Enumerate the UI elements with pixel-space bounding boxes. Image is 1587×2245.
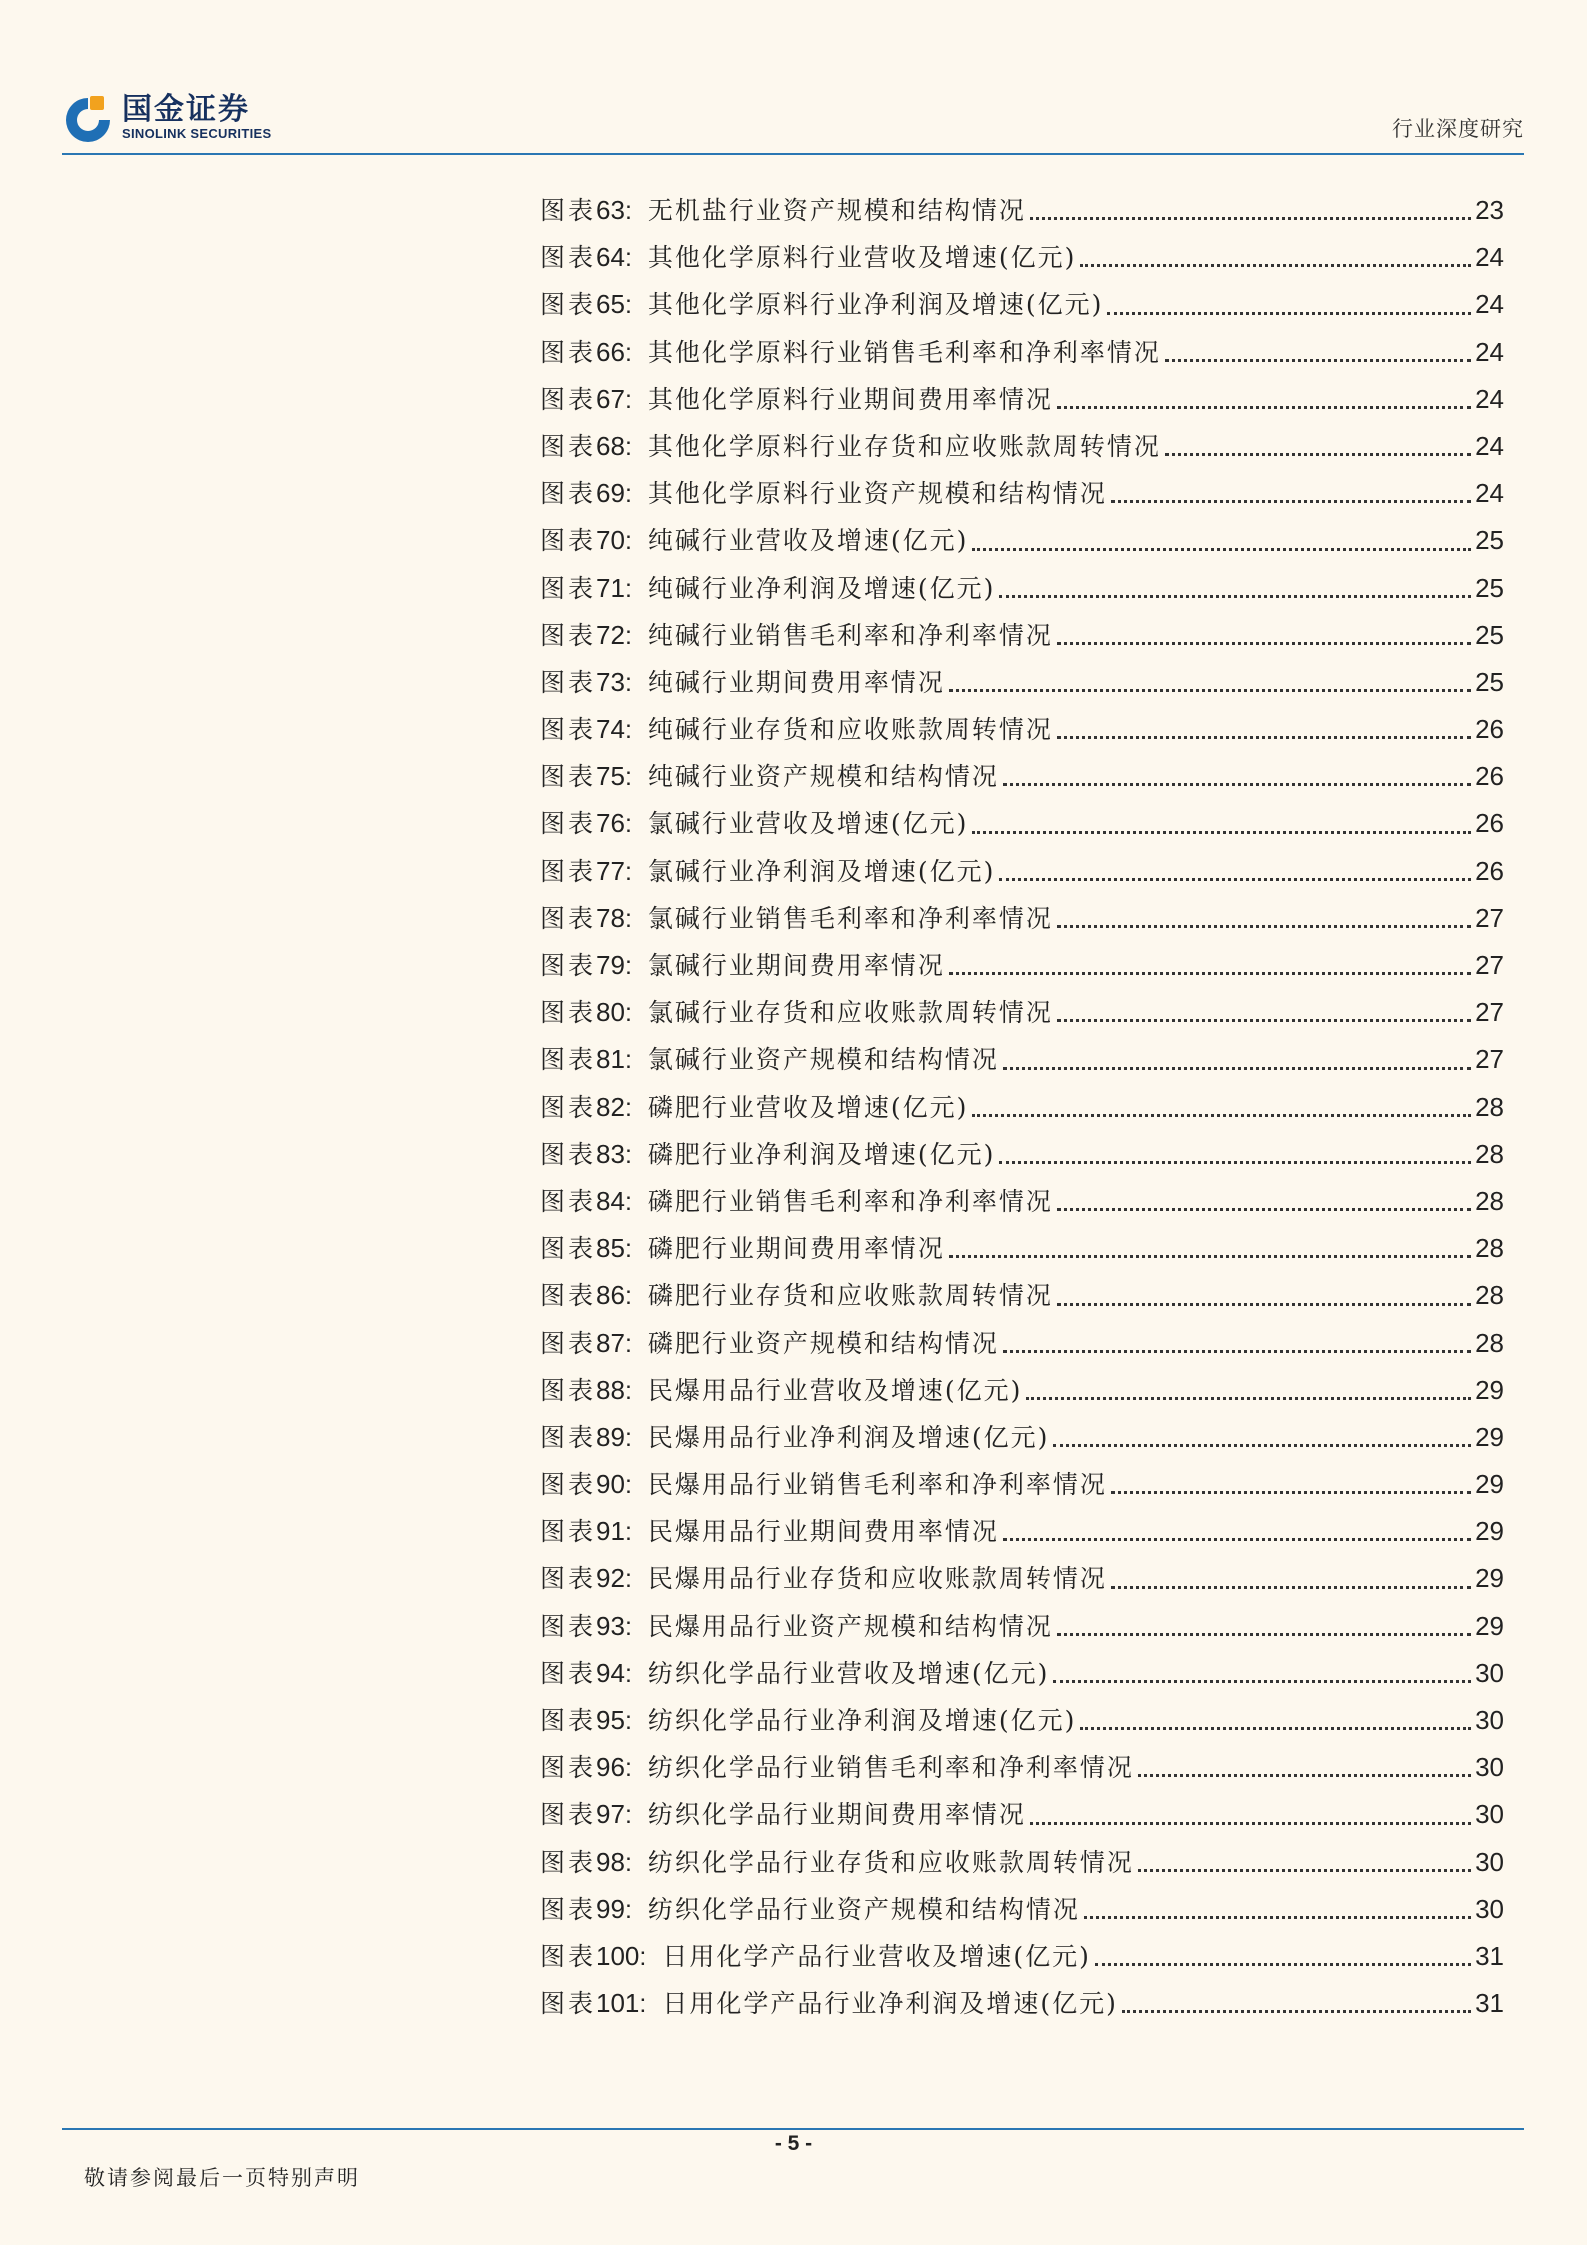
toc-dot-leader — [1003, 1065, 1471, 1070]
toc-entry-prefix: 图表 — [540, 1847, 597, 1877]
toc-entry[interactable] — [540, 234, 1504, 281]
toc-entry-prefix: 图表 — [540, 1045, 597, 1075]
toc-entry-colon: : — [624, 1329, 632, 1358]
toc-entry[interactable] — [540, 1697, 1504, 1744]
toc-entry-title: 其他化学原料行业资产规模和结构情况 — [647, 479, 1107, 509]
sinolink-logo-icon — [62, 92, 114, 144]
toc-entry-title: 氯碱行业期间费用率情况 — [647, 951, 945, 980]
toc-entry[interactable] — [540, 1933, 1504, 1980]
toc-entry[interactable] — [540, 1839, 1504, 1886]
toc-entry-colon: : — [624, 527, 632, 556]
toc-entry[interactable] — [540, 376, 1504, 423]
toc-entry-colon: : — [624, 716, 632, 745]
toc-entry-page: 29 — [1475, 1516, 1504, 1547]
toc-entry-number: 83 — [596, 1138, 625, 1169]
toc-entry-page: 29 — [1475, 1610, 1504, 1641]
toc-entry-title: 氯碱行业净利润及增速(亿元) — [647, 856, 996, 886]
toc-entry-page: 24 — [1475, 336, 1504, 367]
toc-entry-number: 89 — [596, 1421, 625, 1452]
toc-entry-page: 28 — [1475, 1327, 1504, 1358]
toc-entry-prefix: 图表 — [540, 1422, 597, 1452]
toc-entry-page: 26 — [1475, 714, 1504, 745]
toc-entry-page: 30 — [1475, 1705, 1504, 1735]
toc-entry-page: 24 — [1475, 242, 1504, 273]
toc-entry-page: 30 — [1475, 1657, 1504, 1688]
toc-entry-page: 31 — [1475, 1940, 1504, 1971]
toc-entry[interactable] — [540, 753, 1504, 800]
toc-entry[interactable] — [540, 1603, 1504, 1650]
toc-entry[interactable] — [540, 1414, 1504, 1461]
toc-entry-page: 26 — [1475, 761, 1504, 792]
toc-dot-leader — [1057, 1631, 1471, 1636]
toc-entry[interactable] — [540, 423, 1504, 470]
toc-entry-page: 28 — [1475, 1138, 1504, 1169]
toc-entry[interactable] — [540, 895, 1504, 942]
figure-table-of-contents — [540, 187, 1504, 2027]
toc-entry-title: 民爆用品行业净利润及增速(亿元) — [647, 1422, 1050, 1452]
toc-entry-number: 63 — [596, 195, 625, 225]
toc-dot-leader — [1122, 2008, 1471, 2013]
toc-entry-page: 25 — [1475, 572, 1504, 603]
toc-entry[interactable] — [540, 1272, 1504, 1319]
toc-entry-prefix: 图表 — [540, 715, 597, 745]
toc-entry[interactable] — [540, 187, 1504, 234]
toc-entry[interactable] — [540, 706, 1504, 753]
toc-entry-title: 民爆用品行业销售毛利率和净利率情况 — [647, 1470, 1107, 1500]
toc-entry-page: 28 — [1475, 1280, 1504, 1311]
toc-entry-colon: : — [639, 1942, 647, 1971]
toc-entry-title: 其他化学原料行业存货和应收账款周转情况 — [647, 431, 1161, 461]
toc-entry-prefix: 图表 — [540, 1989, 597, 2019]
toc-entry-prefix: 图表 — [540, 1800, 597, 1830]
toc-entry-number: 68 — [596, 430, 625, 461]
toc-entry-title: 磷肥行业销售毛利率和净利率情况 — [647, 1186, 1053, 1216]
toc-entry-page: 27 — [1475, 950, 1504, 980]
toc-entry-page: 26 — [1475, 808, 1504, 839]
toc-dot-leader — [1053, 1678, 1471, 1683]
toc-dot-leader — [1026, 1395, 1471, 1400]
toc-entry-title: 其他化学原料行业销售毛利率和净利率情况 — [647, 337, 1161, 367]
toc-entry-title: 民爆用品行业期间费用率情况 — [647, 1517, 999, 1547]
toc-entry-number: 95 — [596, 1705, 625, 1735]
toc-entry-colon: : — [624, 1612, 632, 1641]
toc-entry-title: 纯碱行业期间费用率情况 — [647, 667, 945, 697]
toc-entry-title: 纯碱行业净利润及增速(亿元) — [647, 573, 996, 603]
toc-entry-title: 磷肥行业资产规模和结构情况 — [647, 1328, 999, 1358]
toc-dot-leader — [972, 546, 1471, 551]
toc-entry-colon: : — [624, 1707, 632, 1735]
toc-entry-colon: : — [624, 1518, 632, 1547]
toc-entry-page: 29 — [1475, 1469, 1504, 1500]
toc-dot-leader — [1003, 1348, 1471, 1353]
toc-entry-title: 纯碱行业营收及增速(亿元) — [647, 526, 969, 556]
toc-entry-number: 77 — [596, 855, 625, 886]
toc-entry-title: 民爆用品行业资产规模和结构情况 — [647, 1611, 1053, 1641]
toc-entry-title: 民爆用品行业营收及增速(亿元) — [647, 1375, 1023, 1405]
toc-dot-leader — [1003, 781, 1471, 786]
toc-entry-prefix: 图表 — [540, 1186, 597, 1216]
toc-entry-colon: : — [624, 1754, 632, 1783]
toc-entry-number: 64 — [596, 242, 625, 273]
toc-entry-prefix: 图表 — [540, 856, 597, 886]
toc-entry-title: 磷肥行业净利润及增速(亿元) — [647, 1139, 996, 1169]
toc-dot-leader — [1057, 923, 1471, 928]
toc-entry-title: 其他化学原料行业净利润及增速(亿元) — [647, 290, 1104, 320]
toc-entry-colon: : — [624, 1565, 632, 1594]
toc-dot-leader — [972, 829, 1471, 834]
toc-entry[interactable] — [540, 1555, 1504, 1602]
brand-name-en: SINOLINK SECURITIES — [122, 126, 272, 141]
toc-entry[interactable] — [540, 659, 1504, 706]
toc-dot-leader — [1030, 1820, 1471, 1825]
toc-entry-title: 其他化学原料行业期间费用率情况 — [647, 384, 1053, 414]
toc-entry-colon: : — [624, 1187, 632, 1216]
report-type-label: 行业深度研究 — [1392, 117, 1524, 141]
toc-entry-prefix: 图表 — [540, 431, 597, 461]
toc-entry-colon: : — [639, 1990, 647, 2019]
toc-dot-leader — [972, 1112, 1471, 1117]
toc-entry-page: 26 — [1475, 855, 1504, 886]
toc-entry-colon: : — [624, 1046, 632, 1075]
toc-entry-page: 27 — [1475, 997, 1504, 1028]
toc-entry-page: 23 — [1475, 195, 1504, 225]
toc-entry-prefix: 图表 — [540, 1611, 597, 1641]
toc-dot-leader — [949, 687, 1471, 692]
toc-entry[interactable] — [540, 848, 1504, 895]
toc-entry-colon: : — [624, 1848, 632, 1877]
toc-entry-title: 磷肥行业存货和应收账款周转情况 — [647, 1281, 1053, 1311]
toc-entry-title: 纺织化学品行业销售毛利率和净利率情况 — [647, 1753, 1134, 1783]
toc-entry-page: 30 — [1475, 1846, 1504, 1877]
toc-entry-prefix: 图表 — [540, 526, 597, 556]
toc-entry-number: 84 — [596, 1185, 625, 1216]
toc-dot-leader — [1111, 1584, 1471, 1589]
toc-entry-prefix: 图表 — [540, 1139, 597, 1169]
toc-entry-page: 29 — [1475, 1374, 1504, 1405]
toc-entry-colon: : — [624, 1093, 632, 1122]
toc-entry-number: 74 — [596, 714, 625, 745]
toc-entry-colon: : — [624, 574, 632, 603]
toc-entry-number: 92 — [596, 1563, 625, 1594]
toc-entry-colon: : — [624, 763, 632, 792]
toc-entry[interactable] — [540, 1650, 1504, 1697]
toc-entry-colon: : — [624, 291, 632, 320]
toc-entry-number: 66 — [596, 336, 625, 367]
footer-divider — [62, 2128, 1524, 2130]
toc-entry-title: 磷肥行业营收及增速(亿元) — [647, 1092, 969, 1122]
toc-dot-leader — [999, 1159, 1471, 1164]
toc-entry-number: 78 — [596, 902, 625, 933]
toc-entry-page: 25 — [1475, 525, 1504, 556]
toc-dot-leader — [999, 593, 1471, 598]
toc-entry-number: 86 — [596, 1280, 625, 1311]
toc-entry-title: 日用化学产品行业营收及增速(亿元) — [662, 1941, 1091, 1971]
disclaimer-notice: 敬请参阅最后一页特别声明 — [84, 2166, 360, 2190]
toc-dot-leader — [1095, 1961, 1471, 1966]
toc-entry-title: 纯碱行业资产规模和结构情况 — [647, 762, 999, 792]
toc-entry-number: 85 — [596, 1233, 625, 1264]
toc-entry[interactable] — [540, 1744, 1504, 1791]
toc-entry-colon: : — [624, 432, 632, 461]
toc-entry-title: 其他化学原料行业营收及增速(亿元) — [647, 243, 1077, 273]
toc-dot-leader — [1111, 498, 1471, 503]
toc-dot-leader — [999, 876, 1471, 881]
toc-entry-colon: : — [624, 197, 632, 225]
toc-entry-prefix: 图表 — [540, 620, 597, 650]
toc-entry-number: 99 — [596, 1893, 625, 1924]
toc-entry-colon: : — [624, 1471, 632, 1500]
toc-entry-colon: : — [624, 904, 632, 933]
toc-entry-prefix: 图表 — [540, 998, 597, 1028]
toc-entry-prefix: 图表 — [540, 573, 597, 603]
toc-entry-title: 磷肥行业期间费用率情况 — [647, 1234, 945, 1264]
toc-dot-leader — [1080, 1725, 1471, 1730]
toc-entry-page: 25 — [1475, 619, 1504, 650]
toc-entry-prefix: 图表 — [540, 903, 597, 933]
toc-entry-number: 65 — [596, 289, 625, 320]
toc-entry[interactable] — [540, 1320, 1504, 1367]
toc-entry-number: 98 — [596, 1846, 625, 1877]
toc-entry-colon: : — [624, 1423, 632, 1452]
toc-entry-colon: : — [624, 1801, 632, 1830]
toc-entry[interactable] — [540, 1367, 1504, 1414]
toc-entry-number: 80 — [596, 997, 625, 1028]
toc-entry-number: 93 — [596, 1610, 625, 1641]
toc-entry-number: 67 — [596, 383, 625, 414]
toc-entry-prefix: 图表 — [540, 667, 597, 697]
toc-entry-number: 91 — [596, 1516, 625, 1547]
toc-entry-page: 27 — [1475, 1044, 1504, 1075]
toc-entry-colon: : — [624, 810, 632, 839]
toc-entry-prefix: 图表 — [540, 1328, 597, 1358]
toc-entry-prefix: 图表 — [540, 951, 597, 980]
toc-dot-leader — [1057, 640, 1471, 645]
toc-entry[interactable] — [540, 800, 1504, 847]
toc-entry-title: 氯碱行业资产规模和结构情况 — [647, 1045, 999, 1075]
toc-entry-title: 氯碱行业营收及增速(亿元) — [647, 809, 969, 839]
toc-entry-page: 27 — [1475, 902, 1504, 933]
toc-entry-colon: : — [624, 244, 632, 273]
toc-entry-colon: : — [624, 857, 632, 886]
toc-entry-colon: : — [624, 1140, 632, 1169]
toc-entry[interactable] — [540, 612, 1504, 659]
toc-entry-title: 纯碱行业销售毛利率和净利率情况 — [647, 620, 1053, 650]
toc-dot-leader — [1030, 215, 1471, 220]
toc-entry-colon: : — [624, 480, 632, 509]
toc-entry-title: 纺织化学品行业营收及增速(亿元) — [647, 1658, 1050, 1688]
toc-entry-title: 纺织化学品行业期间费用率情况 — [647, 1800, 1026, 1830]
toc-entry-page: 25 — [1475, 666, 1504, 697]
toc-entry-colon: : — [624, 1282, 632, 1311]
toc-dot-leader — [1080, 262, 1471, 267]
toc-entry-colon: : — [624, 385, 632, 414]
toc-entry-page: 24 — [1475, 430, 1504, 461]
toc-entry-prefix: 图表 — [540, 337, 597, 367]
toc-entry-number: 75 — [596, 761, 625, 792]
toc-entry-number: 101 — [596, 1988, 640, 2019]
toc-entry-prefix: 图表 — [540, 196, 597, 225]
toc-entry-title: 纺织化学品行业存货和应收账款周转情况 — [647, 1847, 1134, 1877]
toc-entry-prefix: 图表 — [540, 1753, 597, 1783]
toc-entry-title: 纺织化学品行业资产规模和结构情况 — [647, 1894, 1080, 1924]
toc-dot-leader — [1057, 1206, 1471, 1211]
toc-entry-page: 30 — [1475, 1893, 1504, 1924]
toc-entry-prefix: 图表 — [540, 1234, 597, 1264]
toc-entry-number: 90 — [596, 1469, 625, 1500]
toc-entry-page: 31 — [1475, 1988, 1504, 2019]
toc-entry-page: 30 — [1475, 1799, 1504, 1830]
toc-entry[interactable] — [540, 1178, 1504, 1225]
toc-entry[interactable] — [540, 989, 1504, 1036]
company-logo — [62, 92, 271, 144]
toc-entry-number: 79 — [596, 950, 625, 980]
toc-entry[interactable] — [540, 1131, 1504, 1178]
toc-entry-prefix: 图表 — [540, 809, 597, 839]
toc-dot-leader — [1057, 404, 1471, 409]
toc-entry[interactable] — [540, 517, 1504, 564]
toc-entry-number: 96 — [596, 1752, 625, 1783]
toc-entry[interactable] — [540, 1225, 1504, 1272]
toc-dot-leader — [1003, 1536, 1471, 1541]
toc-entry-title: 纯碱行业存货和应收账款周转情况 — [647, 715, 1053, 745]
toc-entry-prefix: 图表 — [540, 1564, 597, 1594]
toc-entry-page: 29 — [1475, 1563, 1504, 1594]
toc-entry[interactable] — [540, 1886, 1504, 1933]
toc-entry-colon: : — [624, 1659, 632, 1688]
toc-entry-prefix: 图表 — [540, 1706, 597, 1735]
toc-entry-colon: : — [624, 668, 632, 697]
toc-dot-leader — [949, 970, 1471, 975]
toc-entry-prefix: 图表 — [540, 1375, 597, 1405]
toc-entry-title: 氯碱行业销售毛利率和净利率情况 — [647, 903, 1053, 933]
toc-entry-number: 71 — [596, 572, 625, 603]
toc-entry-page: 30 — [1475, 1752, 1504, 1783]
toc-entry-number: 81 — [596, 1044, 625, 1075]
toc-entry[interactable] — [540, 1791, 1504, 1838]
toc-dot-leader — [1057, 1301, 1471, 1306]
toc-dot-leader — [949, 1253, 1471, 1258]
toc-entry-number: 76 — [596, 808, 625, 839]
toc-entry[interactable] — [540, 470, 1504, 517]
toc-dot-leader — [1053, 1442, 1471, 1447]
toc-entry-title: 民爆用品行业存货和应收账款周转情况 — [647, 1564, 1107, 1594]
brand-name-cn: 国金证券 — [122, 92, 250, 127]
toc-entry[interactable] — [540, 329, 1504, 376]
toc-entry-prefix: 图表 — [540, 1517, 597, 1547]
toc-dot-leader — [1057, 734, 1471, 739]
toc-entry-number: 88 — [596, 1374, 625, 1405]
toc-entry[interactable] — [540, 942, 1504, 989]
toc-entry-prefix: 图表 — [540, 479, 597, 509]
toc-entry-page: 28 — [1475, 1091, 1504, 1122]
header-divider — [62, 153, 1524, 155]
toc-entry-number: 73 — [596, 666, 625, 697]
toc-dot-leader — [1165, 357, 1471, 362]
toc-entry-number: 70 — [596, 525, 625, 556]
toc-entry[interactable] — [540, 1980, 1504, 2027]
toc-entry-number: 82 — [596, 1091, 625, 1122]
toc-entry-prefix: 图表 — [540, 1092, 597, 1122]
toc-entry-title: 氯碱行业存货和应收账款周转情况 — [647, 998, 1053, 1028]
toc-entry-colon: : — [624, 1895, 632, 1924]
toc-entry-prefix: 图表 — [540, 1281, 597, 1311]
toc-dot-leader — [1084, 1914, 1471, 1919]
toc-entry[interactable] — [540, 1508, 1504, 1555]
toc-entry-colon: : — [624, 621, 632, 650]
toc-entry-colon: : — [624, 338, 632, 367]
toc-entry-title: 无机盐行业资产规模和结构情况 — [647, 196, 1026, 225]
toc-entry-number: 72 — [596, 619, 625, 650]
toc-entry-colon: : — [624, 1235, 632, 1264]
toc-entry-page: 28 — [1475, 1185, 1504, 1216]
toc-entry-title: 纺织化学品行业净利润及增速(亿元) — [647, 1706, 1077, 1735]
toc-entry-title: 日用化学产品行业净利润及增速(亿元) — [662, 1989, 1118, 2019]
toc-entry-prefix: 图表 — [540, 1658, 597, 1688]
toc-entry-number: 69 — [596, 478, 625, 509]
toc-entry-prefix: 图表 — [540, 290, 597, 320]
toc-entry-page: 29 — [1475, 1421, 1504, 1452]
toc-entry-prefix: 图表 — [540, 243, 597, 273]
toc-entry[interactable] — [540, 1461, 1504, 1508]
toc-entry-number: 97 — [596, 1799, 625, 1830]
toc-entry-prefix: 图表 — [540, 384, 597, 414]
toc-entry-number: 87 — [596, 1327, 625, 1358]
toc-entry-number: 100 — [596, 1940, 640, 1971]
page-header — [62, 88, 1524, 154]
toc-dot-leader — [1107, 310, 1471, 315]
toc-entry-prefix: 图表 — [540, 1470, 597, 1500]
toc-entry-page: 24 — [1475, 383, 1504, 414]
toc-entry[interactable] — [540, 281, 1504, 328]
toc-entry-page: 28 — [1475, 1233, 1504, 1264]
toc-entry-colon: : — [624, 952, 632, 980]
toc-entry-page: 24 — [1475, 289, 1504, 320]
toc-entry[interactable] — [540, 1036, 1504, 1083]
toc-entry-number: 94 — [596, 1657, 625, 1688]
toc-entry[interactable] — [540, 565, 1504, 612]
toc-dot-leader — [1057, 1017, 1471, 1022]
toc-entry-colon: : — [624, 999, 632, 1028]
toc-dot-leader — [1138, 1772, 1471, 1777]
toc-entry-prefix: 图表 — [540, 1894, 597, 1924]
toc-entry-colon: : — [624, 1376, 632, 1405]
toc-dot-leader — [1165, 451, 1471, 456]
toc-dot-leader — [1138, 1867, 1471, 1872]
toc-entry-prefix: 图表 — [540, 1941, 597, 1971]
toc-entry[interactable] — [540, 1084, 1504, 1131]
toc-dot-leader — [1111, 1489, 1471, 1494]
toc-entry-page: 24 — [1475, 478, 1504, 509]
page-number: - 5 - — [774, 2132, 813, 2155]
toc-entry-prefix: 图表 — [540, 762, 597, 792]
